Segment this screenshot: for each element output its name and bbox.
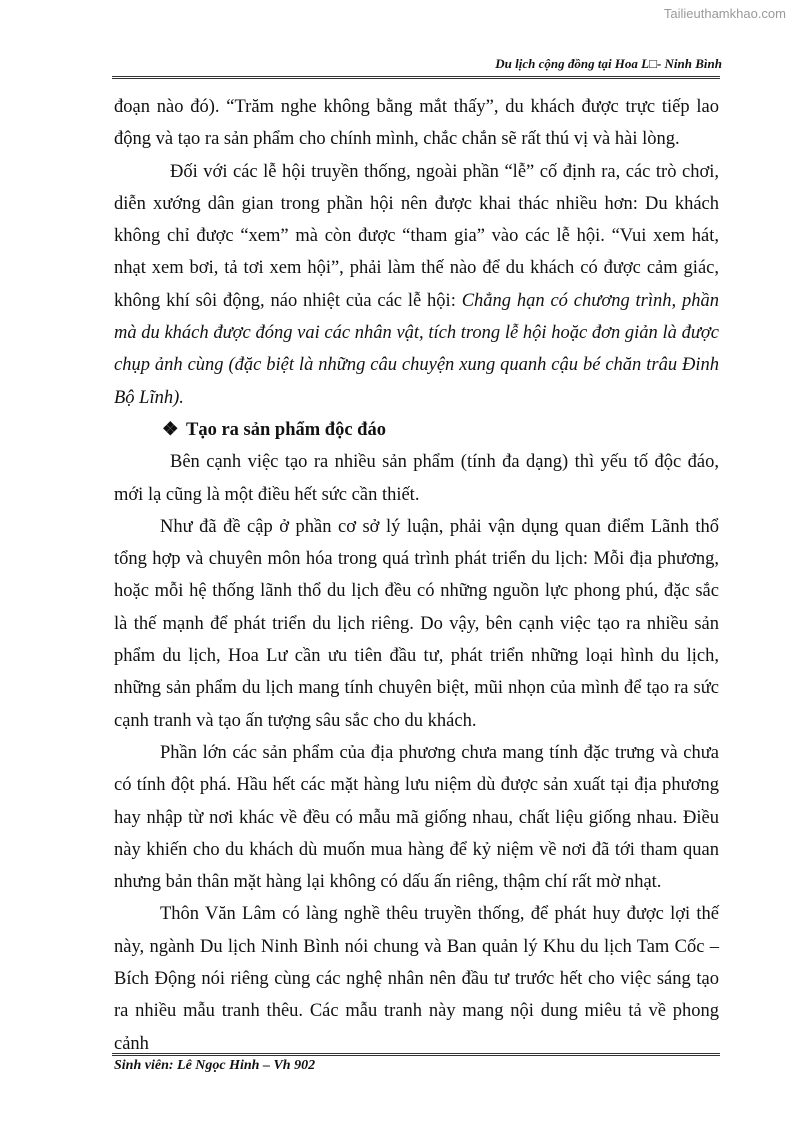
running-header: Du lịch cộng đồng tại Hoa L□- Ninh Bình bbox=[495, 56, 722, 71]
paragraph-2-text: Đối với các lễ hội truyền thống, ngoài phần “lễ” cố định ra, các trò chơi, diễn xướng dân gian trong phần hội nên được khai thác nhiều hơn: Du khách không chỉ được “xem” mà còn được “tham gia” vào các lễ hội. “Vui xem hát, nhạt xem bơi, tả tơi xem hội”, phải làm thế nào để du khách có được cảm giác, không khí sôi động, náo nhiệt của các lễ hội: bbox=[114, 161, 719, 311]
watermark: Tailieuthamkhao.com bbox=[663, 6, 786, 21]
header-rule bbox=[112, 76, 720, 79]
diamond-bullet-icon: ❖ bbox=[162, 419, 179, 440]
paragraph-2 bbox=[114, 156, 719, 414]
paragraph-4: Như đã đề cập ở phần cơ sở lý luận, phải vận dụng quan điểm Lãnh thổ tổng hợp và chuyên môn hóa trong quá trình phát triển du lịch: Mỗi địa phương, hoặc mỗi hệ thống lãnh thổ du lịch đều có những nguồn lực phong phú, đặc sắc là thế mạnh để phát triển du lịch riêng. Do vậy, bên cạnh việc tạo ra nhiều sản phẩm du lịch, Hoa Lư cần ưu tiên đầu tư, phát triển những loại hình du lịch, những sản phẩm du lịch mang tính chuyên biệt, mũi nhọn của mình để tạo ra sức cạnh tranh và tạo ấn tượng sâu sắc cho du khách. bbox=[114, 516, 719, 731]
paragraph-1: đoạn nào đó). “Trăm nghe không bằng mắt thấy”, du khách được trực tiếp lao động và tạo ra sản phẩm cho chính mình, chắc chắn sẽ rất thú vị và hài lòng. bbox=[114, 97, 719, 150]
paragraph-6: Thôn Văn Lâm có làng nghề thêu truyền thống, để phát huy được lợi thế này, ngành Du lịch Ninh Bình nói chung và Ban quản lý Khu du lịch Tam Cốc – Bích Động nói riêng cùng các nghệ nhân nên đầu tư trước hết cho việc sáng tạo ra nhiều mẫu tranh thêu. Các mẫu tranh này mang nội dung miêu tả về phong cảnh bbox=[114, 904, 719, 1054]
footer-rule bbox=[112, 1053, 720, 1056]
section-heading-text: Tạo ra sản phẩm độc đáo bbox=[186, 419, 386, 440]
paragraph-5: Phần lớn các sản phẩm của địa phương chưa mang tính đặc trưng và chưa có tính đột phá. Hầu hết các mặt hàng lưu niệm dù được sản xuất tại địa phương hay nhập từ nơi khác về đều có mẫu mã giống nhau, chất liệu giống nhau. Điều này khiến cho du khách dù muốn mua hàng để kỷ niệm về nơi đã tới tham quan nhưng bản thân mặt hàng lại không có dấu ấn riêng, thậm chí rất mờ nhạt. bbox=[114, 742, 719, 893]
paragraph-3: Bên cạnh việc tạo ra nhiều sản phẩm (tính đa dạng) thì yếu tố độc đáo, mới lạ cũng là một điều hết sức cần thiết. bbox=[114, 452, 719, 505]
document-body bbox=[114, 91, 719, 1060]
paragraph-2-italic: Chẳng hạn có chương trình, phần mà du khách được đóng vai các nhân vật, tích trong lễ hội hoặc đơn giản là được chụp ảnh cùng (đặc biệt là những câu chuyện xung quanh cậu bé chăn trâu Đinh Bộ Lĩnh). bbox=[114, 290, 719, 408]
footer-student: Sinh viên: Lê Ngọc Hinh – Vh 902 bbox=[114, 1058, 316, 1073]
section-heading bbox=[114, 414, 719, 446]
